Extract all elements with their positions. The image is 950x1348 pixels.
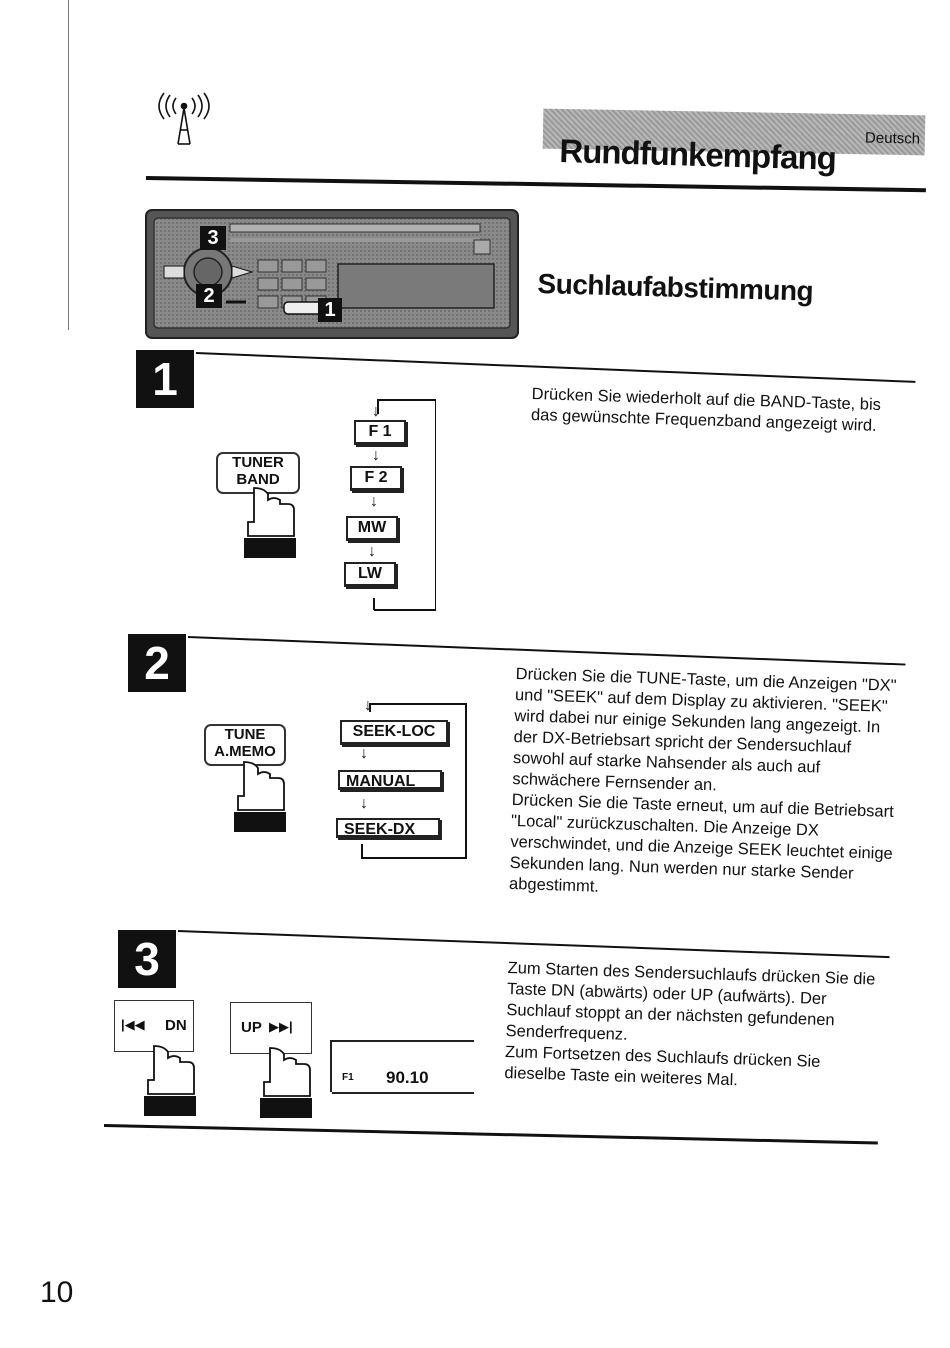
skip-back-icon: |◀◀	[121, 1017, 145, 1032]
bottom-rule	[104, 1124, 878, 1145]
band-option: LW	[344, 562, 396, 587]
tune-mode-option: SEEK-DX	[336, 818, 440, 838]
step-1-text: Drücken Sie wiederholt auf die BAND-Taste, bis das gewünschte Frequenzband angezeigt wird.	[530, 384, 882, 435]
tuner-band-key-line1: TUNER	[232, 454, 284, 471]
step-1-number: 1	[136, 350, 194, 408]
cycle-arrow: ↓	[360, 745, 368, 762]
tune-amemo-key-line1: TUNE	[224, 726, 266, 743]
cycle-arrow: ↓	[372, 403, 380, 420]
step-2-text	[509, 664, 900, 907]
cycle-arrow: ↓	[372, 447, 380, 464]
title-rule	[146, 176, 926, 192]
callout-2: 2	[196, 284, 222, 308]
step-3-text	[504, 958, 884, 1096]
display-edge	[332, 1040, 474, 1042]
pressing-hand-icon	[230, 760, 294, 834]
tune-mode-option: MANUAL	[338, 770, 442, 790]
page-number: 10	[40, 1276, 74, 1309]
callout-1: 1	[318, 298, 342, 322]
step-2-text-content: Drücken Sie die TUNE-Taste, um die Anzeigen "DX" und "SEEK" auf dem Display zu aktivieren. "SEEK" wird dabei nur einige Sekunden lang angezeigt. In der DX-Betriebsart spricht der Sendersuchlauf sowohl auf starke Nahsender als auch auf schwächere Fernsender an. Drücken Sie die Taste erneut, um auf die Betriebsart "Local" zurückzuschalten. Die Anzeige DX verschwindet, und die Anzeige SEEK leuchtet einige Sekunden lang. Nun werden nur starke Sender abgestimmt.	[508, 664, 897, 896]
cycle-arrow: ↓	[368, 543, 376, 560]
tune-amemo-key-line2: A.MEMO	[214, 743, 276, 760]
cycle-arrow: ↓	[360, 795, 368, 812]
tuner-band-key-line2: BAND	[236, 471, 280, 488]
tune-mode-option: SEEK-LOC	[340, 720, 448, 745]
display-edge	[332, 1092, 474, 1094]
band-cycle	[344, 398, 436, 616]
pressing-hand-icon	[256, 1046, 320, 1120]
pressing-hand-icon	[240, 486, 304, 560]
step-3-number: 3	[118, 930, 176, 988]
pressing-hand-icon	[140, 1044, 204, 1118]
skip-forward-icon: ▶▶|	[269, 1019, 293, 1034]
step-1-rule	[196, 352, 916, 383]
band-option: MW	[346, 516, 398, 541]
band-option: F 2	[350, 466, 402, 491]
seek-down-label: DN	[165, 1017, 187, 1034]
callout-3: 3	[200, 226, 226, 250]
language-label: Deutsch	[864, 129, 921, 148]
display-frequency: 90.10	[386, 1068, 429, 1087]
tune-mode-cycle	[334, 698, 468, 864]
step-2-rule	[188, 636, 906, 666]
seek-up-label: UP	[241, 1019, 262, 1036]
section-title: Suchlaufabstimmung	[537, 268, 814, 307]
band-option: F 1	[354, 420, 406, 445]
cycle-arrow: ↓	[370, 493, 378, 510]
step-3-text-content: Zum Starten des Sendersuchlaufs drücken Sie die Taste DN (abwärts) oder UP (aufwärts). Der Suchlauf stoppt an der nächsten gefundenen Senderfrequenz. Zum Fortsetzen des Suchlaufs drücken Sie dieselbe Taste ein weiteres Mal.	[504, 958, 876, 1090]
margin-line	[68, 0, 69, 330]
cycle-arrow: ↓	[364, 697, 372, 714]
display-band: F1	[342, 1072, 354, 1083]
antenna-icon	[148, 92, 220, 150]
step-2-number: 2	[128, 634, 186, 692]
page-title: Rundfunkempfang	[558, 132, 837, 177]
step-3-rule	[178, 930, 890, 958]
